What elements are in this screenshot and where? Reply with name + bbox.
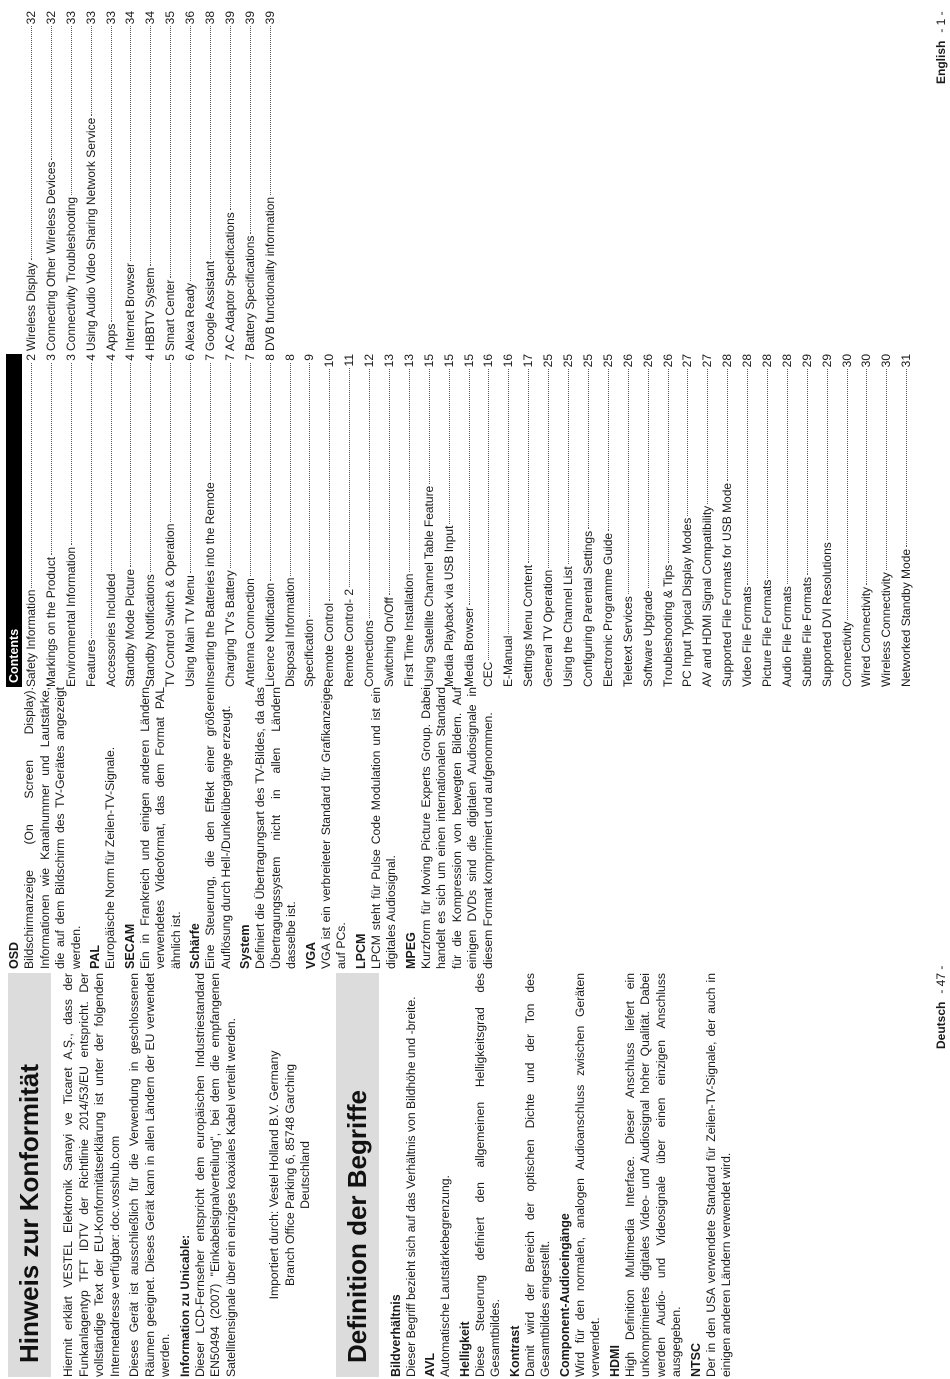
toc-entry-page: 4 bbox=[123, 354, 138, 361]
toc-entry-title: Supported File Formats for USB Mode bbox=[720, 482, 735, 687]
toc-entry[interactable] bbox=[758, 354, 778, 687]
toc-entry-page: 12 bbox=[362, 354, 377, 368]
toc-entry-title: Media Browser bbox=[461, 606, 476, 687]
toc-leader-dots bbox=[210, 26, 211, 259]
toc-entry-page: 31 bbox=[899, 354, 914, 368]
toc-entry[interactable] bbox=[201, 354, 221, 687]
toc-leader-dots bbox=[588, 369, 589, 529]
toc-entry[interactable] bbox=[62, 11, 82, 351]
toc-entry-page: 28 bbox=[720, 354, 735, 368]
toc-entry-title: Supported DVI Resolutions bbox=[819, 542, 834, 687]
toc-entry-title: Antenna Connection bbox=[242, 578, 257, 687]
toc-entry-page: 4 bbox=[103, 354, 118, 361]
toc-entry-page: 8 bbox=[262, 354, 277, 361]
term-text: Dieser Begriff bezieht sich auf das Verhältnis von Bildhöhe und -breite. bbox=[403, 996, 418, 1377]
contents-column-2 bbox=[0, 11, 281, 351]
toc-entry-title: Subtitle File Formats bbox=[799, 576, 814, 687]
toc-entry[interactable] bbox=[281, 354, 301, 687]
toc-entry-page: 39 bbox=[242, 11, 257, 25]
toc-entry-page: 26 bbox=[620, 354, 635, 368]
toc-entry[interactable] bbox=[221, 354, 241, 687]
term-text: LPCM steht für Pulse Code Modulation und ist ein digitales Audiosignal. bbox=[368, 687, 398, 969]
toc-leader-dots bbox=[91, 363, 92, 638]
toc-entry-title: HBBTV System bbox=[143, 267, 158, 351]
country-line: Deutschland bbox=[298, 1141, 312, 1209]
toc-entry-title: Standby Notifications bbox=[143, 574, 158, 687]
toc-leader-dots bbox=[827, 369, 828, 540]
toc-leader-dots bbox=[767, 369, 768, 577]
toc-entry-page: 2 bbox=[24, 354, 38, 361]
toc-entry[interactable] bbox=[42, 11, 62, 351]
toc-leader-dots bbox=[250, 363, 251, 577]
toc-entry-title: Wireless Display bbox=[24, 262, 38, 351]
toc-entry[interactable] bbox=[698, 354, 718, 687]
term-title: SECAM bbox=[122, 923, 137, 969]
toc-leader-dots bbox=[270, 363, 271, 581]
toc-entry-page: 17 bbox=[521, 354, 536, 368]
toc-entry[interactable] bbox=[479, 354, 499, 687]
toc-entry[interactable] bbox=[499, 354, 519, 687]
toc-entry-title: Remote Control bbox=[322, 602, 337, 687]
toc-entry-page: 33 bbox=[103, 11, 118, 25]
term-title: LPCM bbox=[353, 933, 368, 969]
footer-english bbox=[934, 11, 948, 84]
toc-entry-page: 30 bbox=[839, 354, 854, 368]
term-text: Definiert die Übertragungsart des TV-Bildes, da das Übertragungssystem nicht in allen Ländern dasselbe ist. bbox=[253, 687, 298, 969]
footer-language: Deutsch bbox=[934, 1001, 948, 1049]
toc-leader-dots bbox=[389, 369, 390, 595]
toc-entry[interactable] bbox=[300, 354, 320, 687]
toc-entry-title: AV and HDMI Signal Compatibility bbox=[700, 505, 715, 687]
term-title: Schärfe bbox=[188, 923, 202, 969]
toc-entry[interactable] bbox=[738, 354, 758, 687]
term-title: Bildverhältnis bbox=[388, 1294, 403, 1377]
term-text: Ein in Frankreich und einigen anderen Ländern verwendetes Videoformat, das dem Format PAL ähnlich ist. bbox=[137, 687, 183, 969]
toc-leader-dots bbox=[707, 369, 708, 503]
toc-entry-title: Google Assistant bbox=[203, 260, 218, 351]
toc-entry-page: 30 bbox=[859, 354, 874, 368]
toc-entry-title: Electronic Programme Guide bbox=[600, 532, 615, 687]
term-text: Diese Steuerung definiert den allgemeinen Helligkeitsgrad des Gesamtbildes. bbox=[472, 973, 502, 1377]
toc-leader-dots bbox=[548, 369, 549, 567]
toc-entry[interactable] bbox=[22, 11, 42, 351]
toc-entry-page: 8 bbox=[282, 354, 297, 361]
toc-entry-title: Disposal Information bbox=[282, 577, 297, 687]
toc-entry[interactable] bbox=[181, 354, 201, 687]
term-text: Wird für den normalen, analogen Audioanschluss zwischen Geräten verwendet. bbox=[572, 973, 602, 1377]
toc-leader-dots bbox=[847, 369, 848, 619]
toc-entry[interactable] bbox=[360, 354, 380, 687]
term-title: VGA bbox=[303, 941, 318, 969]
toc-entry-title: Configuring Parental Settings bbox=[580, 530, 595, 687]
toc-entry-page: 4 bbox=[143, 354, 158, 361]
toc-entry-page: 27 bbox=[680, 354, 695, 368]
toc-entry[interactable] bbox=[82, 354, 102, 687]
toc-leader-dots bbox=[668, 369, 669, 562]
toc-entry-page: 3 bbox=[63, 354, 78, 361]
toc-entry-title: Smart Center bbox=[163, 279, 178, 351]
contents-column-1 bbox=[0, 354, 917, 687]
toc-entry-title: Networked Standby Mode bbox=[899, 548, 914, 687]
term-list-b bbox=[0, 687, 500, 969]
toc-leader-dots bbox=[449, 369, 450, 523]
toc-entry-title: Switching On/Off bbox=[382, 597, 397, 687]
toc-leader-dots bbox=[31, 363, 32, 588]
toc-entry[interactable] bbox=[221, 11, 241, 351]
toc-entry-page: 3 bbox=[43, 354, 58, 361]
toc-entry-title: Accessories Included bbox=[103, 573, 118, 687]
toc-entry[interactable] bbox=[818, 354, 838, 687]
term-list-a bbox=[389, 973, 735, 1377]
address-line: Branch Office Parking 6, 85748 Garching bbox=[282, 1064, 297, 1286]
toc-entry-page: 33 bbox=[63, 11, 78, 25]
toc-entry-title: General TV Operation bbox=[541, 569, 556, 687]
toc-entry-title: AC Adaptor Specifications bbox=[222, 212, 237, 351]
toc-leader-dots bbox=[130, 26, 131, 261]
toc-leader-dots bbox=[190, 26, 191, 281]
toc-leader-dots bbox=[170, 363, 171, 522]
toc-leader-dots bbox=[787, 369, 788, 584]
toc-entry-title: Teletext Services bbox=[620, 596, 635, 687]
term-text: Bildschirmanzeige (On Screen Display). Informationen wie Kanalnummer und Lautstärke, die auf dem Bildschirm des TV-Gerätes angezeigt werden. bbox=[22, 687, 83, 969]
toc-entry[interactable] bbox=[380, 354, 400, 687]
footer-deutsch bbox=[934, 966, 948, 1049]
toc-entry-page: 35 bbox=[163, 11, 178, 25]
toc-leader-dots bbox=[190, 363, 191, 573]
toc-leader-dots bbox=[210, 363, 211, 481]
toc-entry-title: Connectivity Troubleshooting bbox=[63, 196, 78, 351]
toc-entry-title: Using the Channel List bbox=[561, 566, 576, 687]
toc-entry-page: 29 bbox=[799, 354, 814, 368]
toc-entry-page: 30 bbox=[879, 354, 894, 368]
toc-entry[interactable] bbox=[161, 354, 181, 687]
conformity-column bbox=[0, 973, 739, 1377]
toc-entry-title: Wired Connectivity bbox=[859, 586, 874, 687]
toc-entry-page: 27 bbox=[700, 354, 715, 368]
toc-entry[interactable] bbox=[102, 354, 122, 687]
toc-entry-title: Remote Control- 2 bbox=[342, 588, 357, 687]
toc-leader-dots bbox=[91, 26, 92, 115]
toc-entry-page: 25 bbox=[580, 354, 595, 368]
toc-entry[interactable] bbox=[141, 11, 161, 351]
unicable-title: Information zu Unicable: bbox=[177, 1234, 192, 1377]
toc-entry[interactable] bbox=[241, 354, 261, 687]
toc-entry[interactable] bbox=[241, 11, 261, 351]
term-text: Europäische Norm für Zeilen-TV-Signale. bbox=[103, 746, 117, 969]
toc-leader-dots bbox=[528, 369, 529, 563]
term-title: HDMI bbox=[607, 1345, 622, 1377]
toc-entry-title: Internet Browser bbox=[123, 262, 138, 351]
toc-entry[interactable] bbox=[778, 354, 798, 687]
toc-entry[interactable] bbox=[42, 354, 62, 687]
toc-entry[interactable] bbox=[22, 354, 42, 687]
toc-entry[interactable] bbox=[519, 354, 539, 687]
toc-leader-dots bbox=[270, 26, 271, 195]
toc-entry[interactable] bbox=[619, 354, 639, 687]
toc-entry-title: CEC bbox=[481, 661, 496, 687]
toc-entry-page: 25 bbox=[561, 354, 576, 368]
toc-leader-dots bbox=[488, 369, 489, 659]
term-title: System bbox=[238, 924, 252, 969]
toc-leader-dots bbox=[469, 369, 470, 605]
toc-entry[interactable] bbox=[798, 354, 818, 687]
toc-entry-page: 26 bbox=[640, 354, 655, 368]
toc-leader-dots bbox=[230, 363, 231, 569]
toc-entry[interactable] bbox=[678, 354, 698, 687]
toc-entry-page: 7 bbox=[203, 354, 218, 361]
toc-entry-title: Connectivity bbox=[839, 621, 854, 687]
toc-entry-title: Inserting the Batteries into the Remote bbox=[203, 482, 218, 687]
toc-list bbox=[22, 354, 917, 687]
importer-address bbox=[267, 973, 314, 1377]
toc-entry-title: Safety Information bbox=[24, 589, 38, 687]
toc-entry-title: Wireless Connectivity bbox=[879, 572, 894, 687]
contents-title: Contents bbox=[6, 354, 22, 687]
toc-leader-dots bbox=[807, 369, 808, 575]
toc-entry-page: 7 bbox=[242, 354, 257, 361]
toc-leader-dots bbox=[230, 26, 231, 210]
toc-entry-page: 28 bbox=[779, 354, 794, 368]
importer-line: Importiert durch: Vestel Holland B.V. Germany bbox=[267, 1050, 281, 1300]
term-title: Kontrast bbox=[507, 1325, 522, 1377]
toc-entry[interactable] bbox=[62, 354, 82, 687]
toc-entry[interactable] bbox=[340, 354, 360, 687]
toc-entry-title: PC Input Typical Display Modes bbox=[680, 517, 695, 687]
toc-entry-title: First Time Installation bbox=[401, 573, 416, 687]
toc-entry[interactable] bbox=[897, 354, 917, 687]
toc-leader-dots bbox=[150, 26, 151, 265]
toc-list bbox=[22, 11, 281, 351]
footer-page-number: - 1 - bbox=[934, 11, 948, 33]
toc-entry[interactable] bbox=[420, 354, 440, 687]
toc-leader-dots bbox=[309, 363, 310, 617]
toc-entry-page: 15 bbox=[441, 354, 456, 368]
toc-entry-title: Software Upgrade bbox=[640, 590, 655, 687]
toc-entry[interactable] bbox=[141, 354, 161, 687]
toc-entry-title: Markings on the Product bbox=[43, 556, 58, 687]
term-title: Helligkeit bbox=[457, 1321, 472, 1377]
toc-entry-title: Environmental Information bbox=[63, 546, 78, 687]
term-title: PAL bbox=[88, 944, 102, 969]
toc-leader-dots bbox=[290, 363, 291, 576]
toc-entry[interactable] bbox=[121, 354, 141, 687]
toc-entry-title: Using Main TV Menu bbox=[183, 575, 198, 687]
toc-leader-dots bbox=[51, 363, 52, 555]
toc-entry[interactable] bbox=[539, 354, 559, 687]
toc-entry-page: 34 bbox=[123, 11, 138, 25]
toc-entry-page: 5 bbox=[163, 354, 178, 361]
toc-entry-page: 16 bbox=[481, 354, 496, 368]
toc-leader-dots bbox=[71, 26, 72, 195]
toc-entry[interactable] bbox=[838, 354, 858, 687]
term-text: Eine Steuerung, die den Effekt einer größeren Auflösung durch Hell-/Dunkelübergänge erzeugt. bbox=[203, 687, 233, 969]
toc-entry-page: 29 bbox=[819, 354, 834, 368]
toc-entry[interactable] bbox=[877, 354, 897, 687]
toc-leader-dots bbox=[628, 369, 629, 594]
term-title: AVL bbox=[423, 1352, 437, 1377]
toc-leader-dots bbox=[409, 369, 410, 571]
conformity-paragraph: Hiermit erklärt VESTEL Elektronik Sanayi ve Ticaret A.Ş., dass der Funkanlagentyp TFT IDTV der Richtlinie 2014/53/EU entspricht. Der vollständige Text der EU-Konformitätserklärung ist unter der folgenden Internetadresse verfügbar: doc.vosshub.com bbox=[61, 973, 122, 1377]
toc-entry-page: 15 bbox=[421, 354, 436, 368]
toc-entry[interactable] bbox=[440, 354, 460, 687]
term-text: VGA ist ein verbreiteter Standard für Grafikanzeige auf PCs. bbox=[318, 687, 348, 969]
term-title: Component-Audioeingänge bbox=[557, 1213, 572, 1377]
toc-entry-title: Features bbox=[83, 639, 98, 687]
toc-entry-title: Connecting Other Wireless Devices bbox=[43, 161, 58, 351]
toc-entry-page: 32 bbox=[24, 11, 38, 25]
toc-entry[interactable] bbox=[201, 11, 221, 351]
toc-entry-page: 32 bbox=[43, 11, 58, 25]
toc-entry-title: Media Playback via USB Input bbox=[441, 525, 456, 687]
conformity-heading: Hinweis zur Konformität bbox=[8, 973, 51, 1377]
toc-leader-dots bbox=[329, 369, 330, 601]
toc-leader-dots bbox=[568, 369, 569, 564]
definitions-heading: Definition der Begriffe bbox=[336, 973, 379, 1377]
toc-entry[interactable] bbox=[261, 11, 281, 351]
toc-leader-dots bbox=[886, 369, 887, 570]
toc-leader-dots bbox=[170, 26, 171, 277]
toc-leader-dots bbox=[130, 363, 131, 567]
toc-entry-page: 16 bbox=[501, 354, 516, 368]
toc-entry-page: 9 bbox=[302, 354, 317, 361]
toc-leader-dots bbox=[51, 26, 52, 159]
term-text: Der in den USA verwendete Standard für Zeilen-TV-Signale, der auch in einigen anderen Ländern verwendet wird. bbox=[703, 973, 733, 1377]
toc-entry-page: 15 bbox=[461, 354, 476, 368]
toc-leader-dots bbox=[71, 363, 72, 545]
toc-entry-page: 11 bbox=[342, 354, 357, 367]
toc-entry-title: Alexa Ready bbox=[183, 282, 198, 351]
toc-leader-dots bbox=[111, 363, 112, 572]
toc-entry-page: 26 bbox=[660, 354, 675, 368]
toc-entry-title: TV Control Switch & Operation bbox=[163, 523, 178, 687]
toc-entry-title: Connections bbox=[362, 620, 377, 687]
toc-entry-title: Battery Specifications bbox=[242, 235, 257, 351]
toc-entry-title: Licence Notification bbox=[262, 582, 277, 687]
toc-leader-dots bbox=[608, 369, 609, 531]
toc-entry[interactable] bbox=[82, 11, 102, 351]
toc-entry-page: 25 bbox=[541, 354, 556, 368]
toc-entry[interactable] bbox=[659, 354, 679, 687]
toc-entry[interactable] bbox=[161, 11, 181, 351]
toc-leader-dots bbox=[250, 26, 251, 233]
toc-leader-dots bbox=[866, 369, 867, 585]
toc-entry-page: 39 bbox=[222, 11, 237, 25]
toc-entry[interactable] bbox=[121, 11, 141, 351]
toc-entry-title: Video File Formats bbox=[740, 586, 755, 687]
toc-entry[interactable] bbox=[102, 11, 122, 351]
toc-entry-page: 25 bbox=[600, 354, 615, 368]
toc-entry[interactable] bbox=[320, 354, 340, 687]
indoor-use-paragraph: Dieses Gerät ist ausschließlich für die Verwendung in geschlossenen Räumen geeignet. Dieses Gerät kann in allen Ländern der EU verwendet werden. bbox=[127, 973, 172, 1377]
toc-entry-title: Charging TV's Battery bbox=[222, 570, 237, 687]
toc-entry[interactable] bbox=[181, 11, 201, 351]
footer-page-number: - 47 - bbox=[934, 965, 948, 994]
toc-entry-page: 4 bbox=[83, 354, 98, 361]
toc-entry-page: 28 bbox=[740, 354, 755, 368]
toc-entry-page: 6 bbox=[183, 354, 198, 361]
toc-entry-page: 34 bbox=[143, 11, 158, 25]
toc-leader-dots bbox=[906, 369, 907, 547]
toc-entry[interactable] bbox=[599, 354, 619, 687]
toc-leader-dots bbox=[31, 26, 32, 260]
toc-entry-title: Apps bbox=[103, 323, 118, 351]
toc-entry[interactable] bbox=[579, 354, 599, 687]
toc-entry[interactable] bbox=[639, 354, 659, 687]
term-text: Automatische Lautstärkebegrenzung. bbox=[438, 1175, 452, 1377]
toc-entry-page: 13 bbox=[401, 354, 416, 368]
term-text: High Definition Multimedia Interface. Dieser Anschluss liefert ein unkomprimiertes digitales Video- und Audiosignal hoher Qualität. Dabei werden Audio- und Videosignale über einen einzigen Anschluss ausgegeben. bbox=[622, 973, 683, 1377]
toc-entry-title: Using Satellite Channel Table Feature bbox=[421, 485, 436, 687]
toc-entry-page: 7 bbox=[222, 354, 237, 361]
term-title: MPEG bbox=[403, 932, 418, 969]
toc-entry-page: 39 bbox=[262, 11, 277, 25]
toc-entry-title: Specification bbox=[302, 618, 317, 687]
toc-entry[interactable] bbox=[718, 354, 738, 687]
toc-leader-dots bbox=[747, 369, 748, 584]
term-text: Damit wird der Bereich der optischen Dichte und der Ton des Gesamtbildes eingestellt. bbox=[522, 973, 552, 1377]
toc-leader-dots bbox=[429, 369, 430, 483]
toc-leader-dots bbox=[111, 26, 112, 321]
toc-entry-page: 13 bbox=[382, 354, 397, 368]
toc-leader-dots bbox=[349, 368, 350, 586]
term-title: NTSC bbox=[688, 1342, 703, 1377]
unicable-paragraph: Dieser LCD-Fernseher entspricht dem europäischen Industriestandard EN50494 (2007) "Einkabelsignalverteilung", bei dem die empfangenen Satellitensignale über ein einziges koaxiales Kabel verteilt werden. bbox=[192, 973, 238, 1377]
toc-entry-title: Settings Menu Content bbox=[521, 564, 536, 687]
toc-entry-title: DVB functionality information bbox=[262, 196, 277, 351]
term-title: OSD bbox=[7, 941, 21, 969]
toc-entry-title: Standby Mode Picture bbox=[123, 568, 138, 687]
toc-entry-title: Troubleshooting & Tips bbox=[660, 564, 675, 687]
toc-entry[interactable] bbox=[559, 354, 579, 687]
toc-leader-dots bbox=[508, 369, 509, 633]
toc-entry[interactable] bbox=[400, 354, 420, 687]
toc-leader-dots bbox=[369, 369, 370, 618]
toc-entry[interactable] bbox=[261, 354, 281, 687]
footer-language: English bbox=[934, 40, 948, 84]
toc-entry-title: Picture File Formats bbox=[759, 579, 774, 687]
toc-entry-page: 28 bbox=[759, 354, 774, 368]
toc-leader-dots bbox=[727, 369, 728, 481]
toc-entry-title: Using Audio Video Sharing Network Service bbox=[83, 117, 98, 351]
toc-entry-page: 10 bbox=[322, 354, 337, 368]
toc-entry-page: 38 bbox=[203, 11, 218, 25]
toc-leader-dots bbox=[648, 369, 649, 588]
toc-entry-page: 36 bbox=[183, 11, 198, 25]
toc-entry-title: E-Manual bbox=[501, 635, 516, 687]
toc-entry-title: Audio File Formats bbox=[779, 586, 794, 687]
toc-leader-dots bbox=[687, 369, 688, 515]
term-text: Kurzform für Moving Picture Experts Group. Dabei handelt es sich um einen internationalen Standard für die Kompression von bewegten Bildern. Auf einigen DVDs sind die digitalen Audiosignale in diesem Format komprimiert und aufgenommen. bbox=[418, 687, 495, 969]
toc-leader-dots bbox=[150, 363, 151, 573]
toc-entry-page: 33 bbox=[83, 11, 98, 25]
toc-entry[interactable] bbox=[460, 354, 480, 687]
toc-entry[interactable] bbox=[857, 354, 877, 687]
